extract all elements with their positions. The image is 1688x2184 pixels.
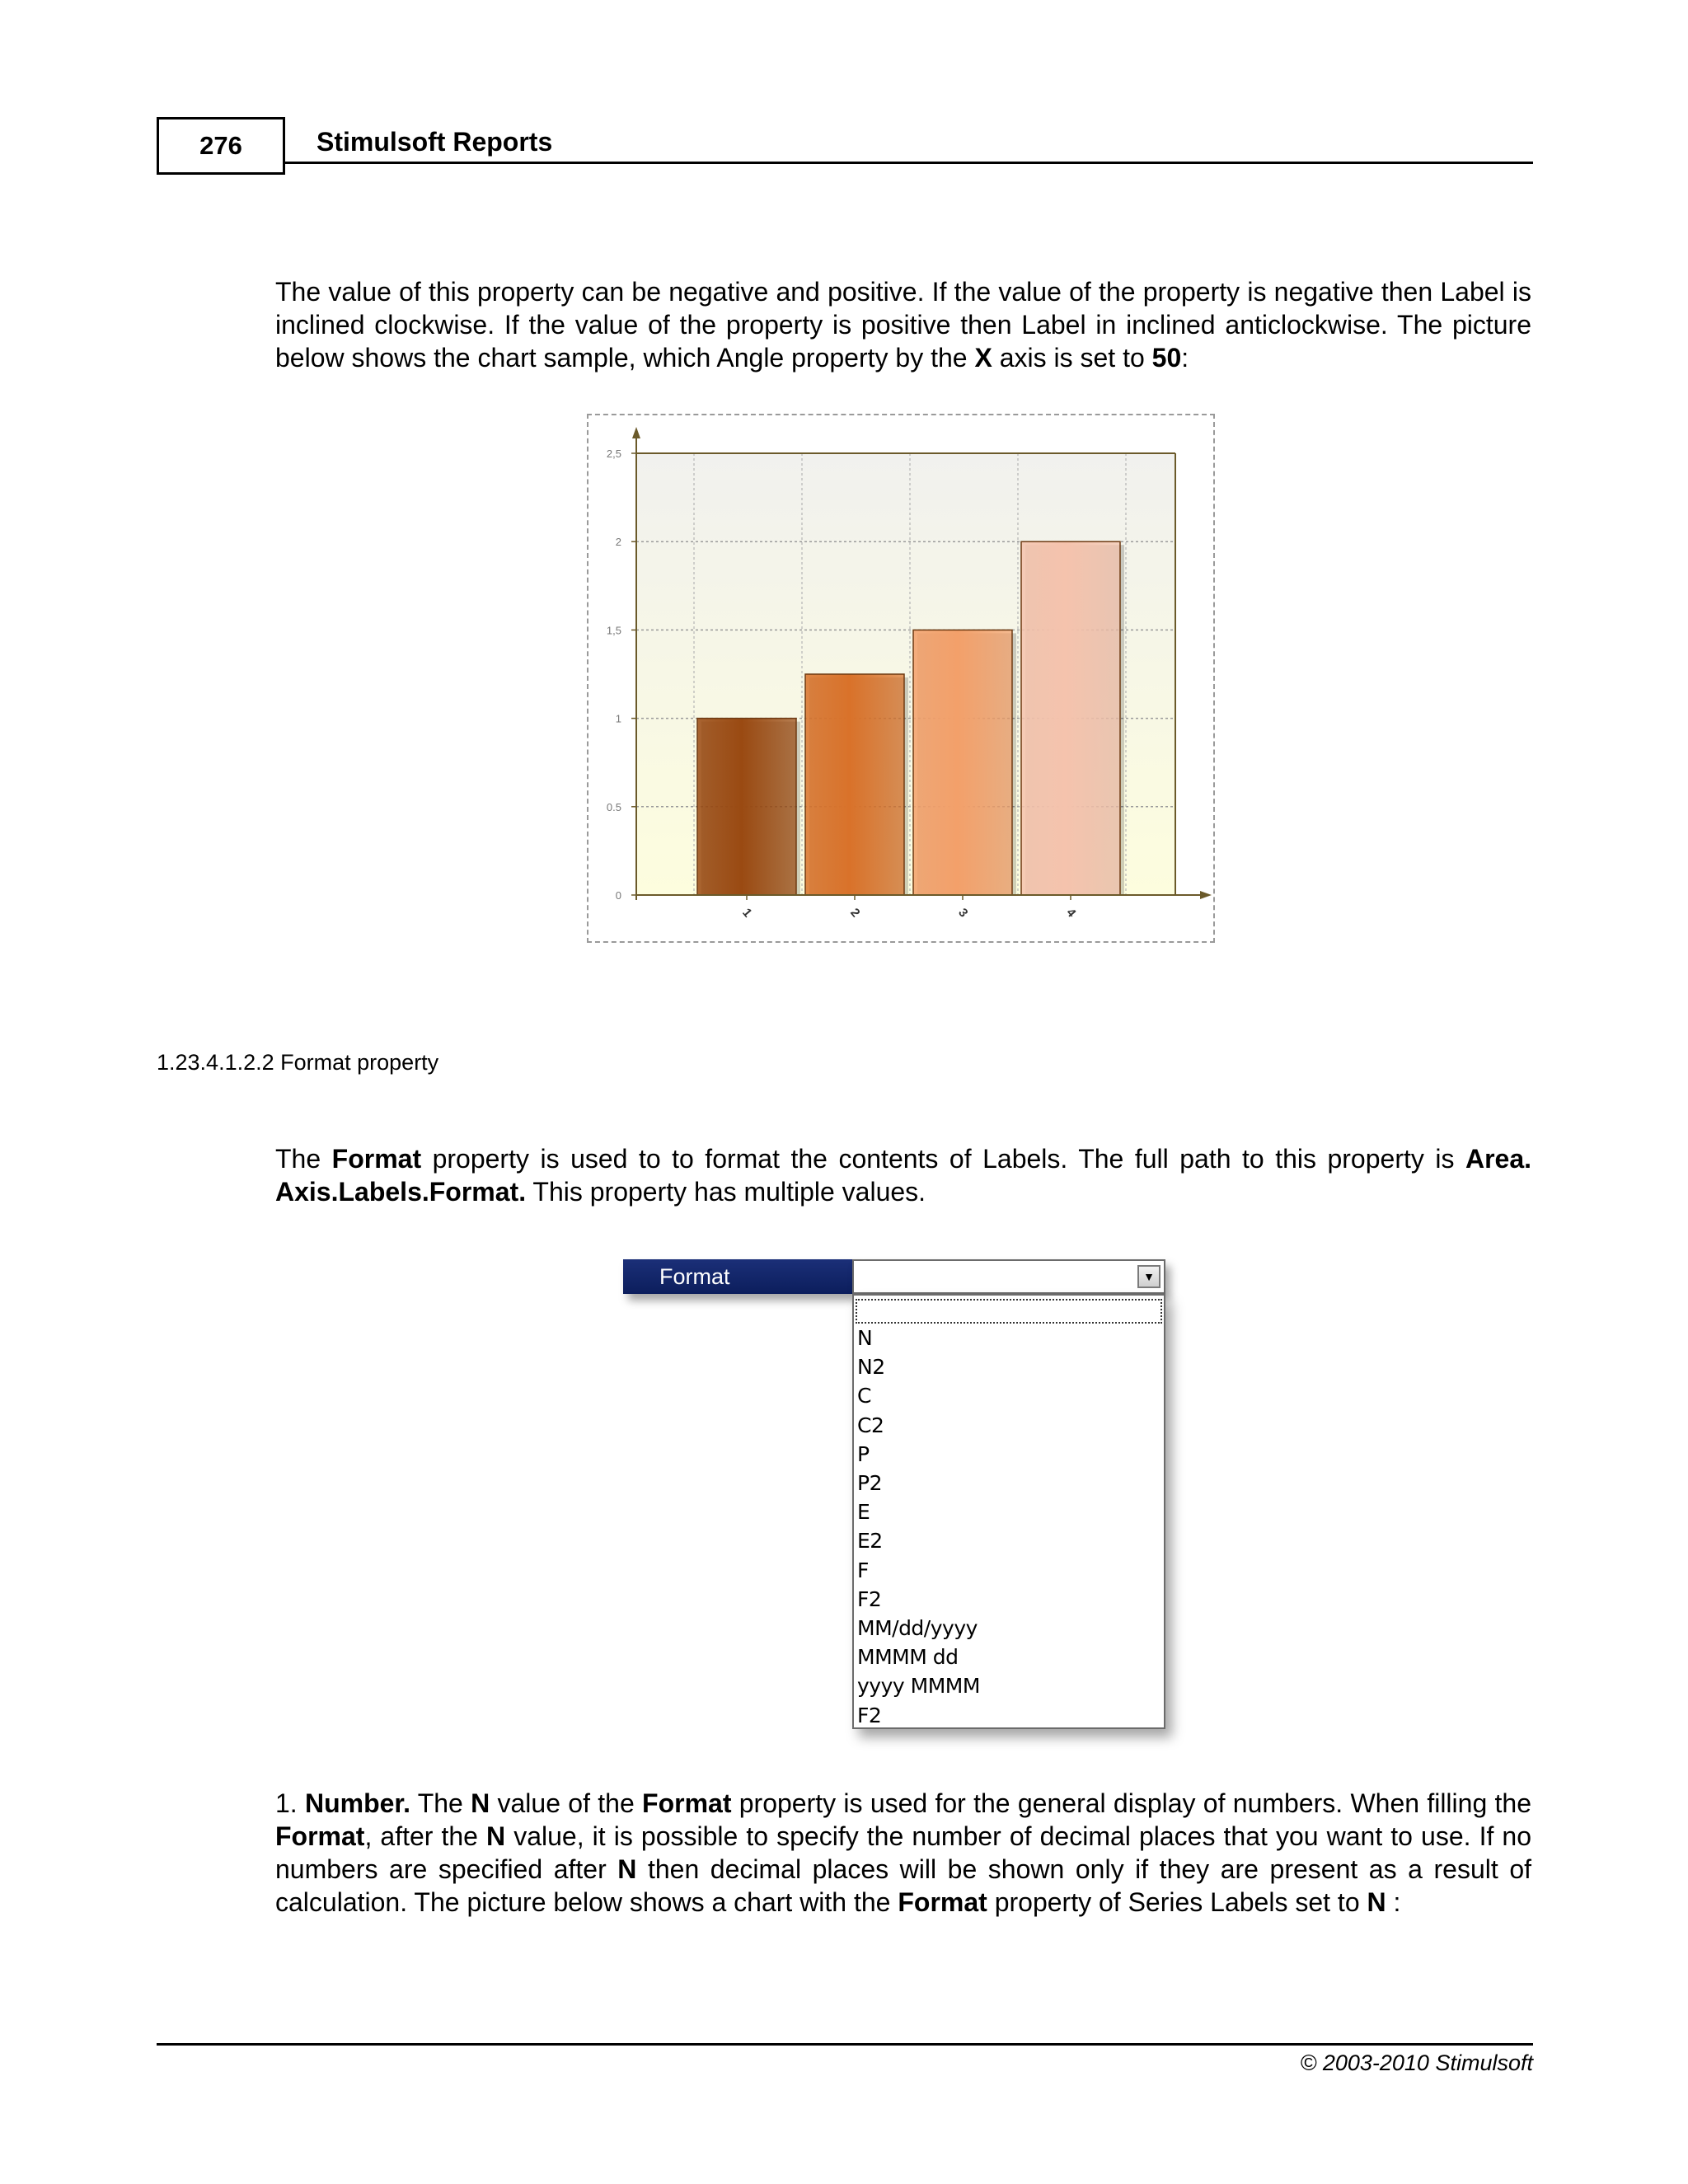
bar	[913, 630, 1012, 895]
bar-chart	[588, 415, 1213, 941]
format-option-empty[interactable]	[856, 1299, 1162, 1324]
para2-text-3: This property has multiple values.	[526, 1177, 926, 1207]
format-option[interactable]: P2	[857, 1471, 882, 1496]
para1-text-1: The value of this property can be negative and positive. If the value of the property is negative then Label is inclined clockwise. If the value of the property is positive then Label in inclined anticlockwise. The picture below shows the chart sample, which Angle property by the	[275, 277, 1531, 373]
para3-text-4: property is used for the general display of numbers. When filling the	[731, 1788, 1532, 1818]
para2-bold-path: Area. Axis.Labels.Format.	[275, 1144, 1532, 1207]
format-option[interactable]: C2	[857, 1413, 884, 1437]
y-tick-label: 0.5	[606, 800, 621, 813]
format-option[interactable]: N	[857, 1326, 873, 1350]
format-option[interactable]: E2	[857, 1529, 883, 1554]
y-axis-arrow	[632, 427, 640, 438]
para3-bold-n: N	[471, 1788, 490, 1818]
para3-text-2: The	[410, 1788, 471, 1818]
section-heading: 1.23.4.1.2.2 Format property	[157, 1050, 439, 1075]
para3-text-5: , after the	[364, 1821, 487, 1851]
para3-text-1: 1.	[275, 1788, 305, 1818]
para3-bold-n-4: N	[1367, 1887, 1386, 1917]
para3-text-9: :	[1386, 1887, 1401, 1917]
bar	[805, 674, 904, 895]
x-axis-arrow	[1200, 891, 1212, 899]
paragraph-angle-description	[275, 275, 1531, 374]
format-property-value[interactable]	[852, 1259, 1165, 1294]
format-option[interactable]: P	[857, 1441, 870, 1466]
format-property-label	[623, 1259, 852, 1294]
x-tick-label: 3	[955, 906, 971, 921]
format-option[interactable]: F2	[857, 1703, 882, 1727]
para2-text-1: The	[275, 1144, 332, 1174]
format-option[interactable]: N2	[857, 1355, 885, 1380]
format-option[interactable]: E	[857, 1500, 870, 1525]
para3-text-7: then decimal places will be shown only if they are present as a result of calculation. The picture below shows a chart with the	[275, 1854, 1532, 1917]
para3-text-6: value, it is possible to specify the number of decimal places that you want to use. If no numbers are specified after	[275, 1821, 1532, 1884]
header-rule	[285, 162, 1533, 164]
chevron-down-icon: ▼	[1143, 1270, 1155, 1283]
y-tick-label: 1	[615, 712, 621, 725]
para1-text-2: axis is set to	[992, 343, 1152, 373]
chart-figure	[587, 414, 1215, 943]
footer-copyright: © 2003-2010 Stimulsoft	[1300, 2050, 1533, 2075]
para3-bold-format-3: Format	[898, 1887, 987, 1917]
y-tick-label: 2,5	[606, 448, 621, 460]
para3-bold-format: Format	[642, 1788, 732, 1818]
paragraph-format-description	[275, 1142, 1531, 1208]
x-tick-label: 2	[847, 906, 863, 921]
page-number-box	[157, 117, 285, 175]
para1-bold-50: 50	[1151, 343, 1182, 373]
format-label-text: Format	[659, 1263, 730, 1289]
format-option[interactable]: yyyy MMMM	[857, 1674, 980, 1699]
para1-bold-x: X	[974, 343, 992, 373]
para3-bold-number: Number.	[304, 1788, 410, 1818]
para2-text-2: property is used to to format the contents of Labels. The full path to this property is	[421, 1144, 1465, 1174]
format-option[interactable]: MM/dd/yyyy	[857, 1616, 978, 1641]
format-option[interactable]: MMMM dd	[857, 1645, 959, 1670]
y-tick-label: 2	[615, 536, 621, 549]
para3-bold-format-2: Format	[275, 1821, 365, 1851]
para3-text-3: value of the	[490, 1788, 643, 1818]
format-option[interactable]: C	[857, 1384, 871, 1408]
bar	[697, 719, 796, 895]
para3-bold-n-2: N	[486, 1821, 506, 1851]
format-option[interactable]: F2	[857, 1586, 882, 1611]
format-dropdown-list[interactable]	[852, 1294, 1165, 1729]
y-tick-label: 1,5	[606, 624, 621, 637]
x-tick-label: 1	[739, 906, 755, 921]
x-tick-label: 4	[1063, 906, 1079, 921]
y-tick-label: 0	[615, 889, 621, 902]
format-option[interactable]: F	[857, 1558, 869, 1582]
footer-rule	[157, 2043, 1533, 2046]
para3-bold-n-3: N	[617, 1854, 637, 1884]
bar	[1021, 541, 1120, 895]
para1-text-3: :	[1181, 343, 1189, 373]
para3-text-8: property of Series Labels set to	[987, 1887, 1367, 1917]
page-number: 276	[199, 131, 242, 160]
dropdown-arrow-button[interactable]	[1137, 1265, 1160, 1288]
para2-bold-format: Format	[331, 1144, 422, 1174]
header-title: Stimulsoft Reports	[316, 127, 553, 157]
paragraph-number-format	[275, 1787, 1531, 1919]
